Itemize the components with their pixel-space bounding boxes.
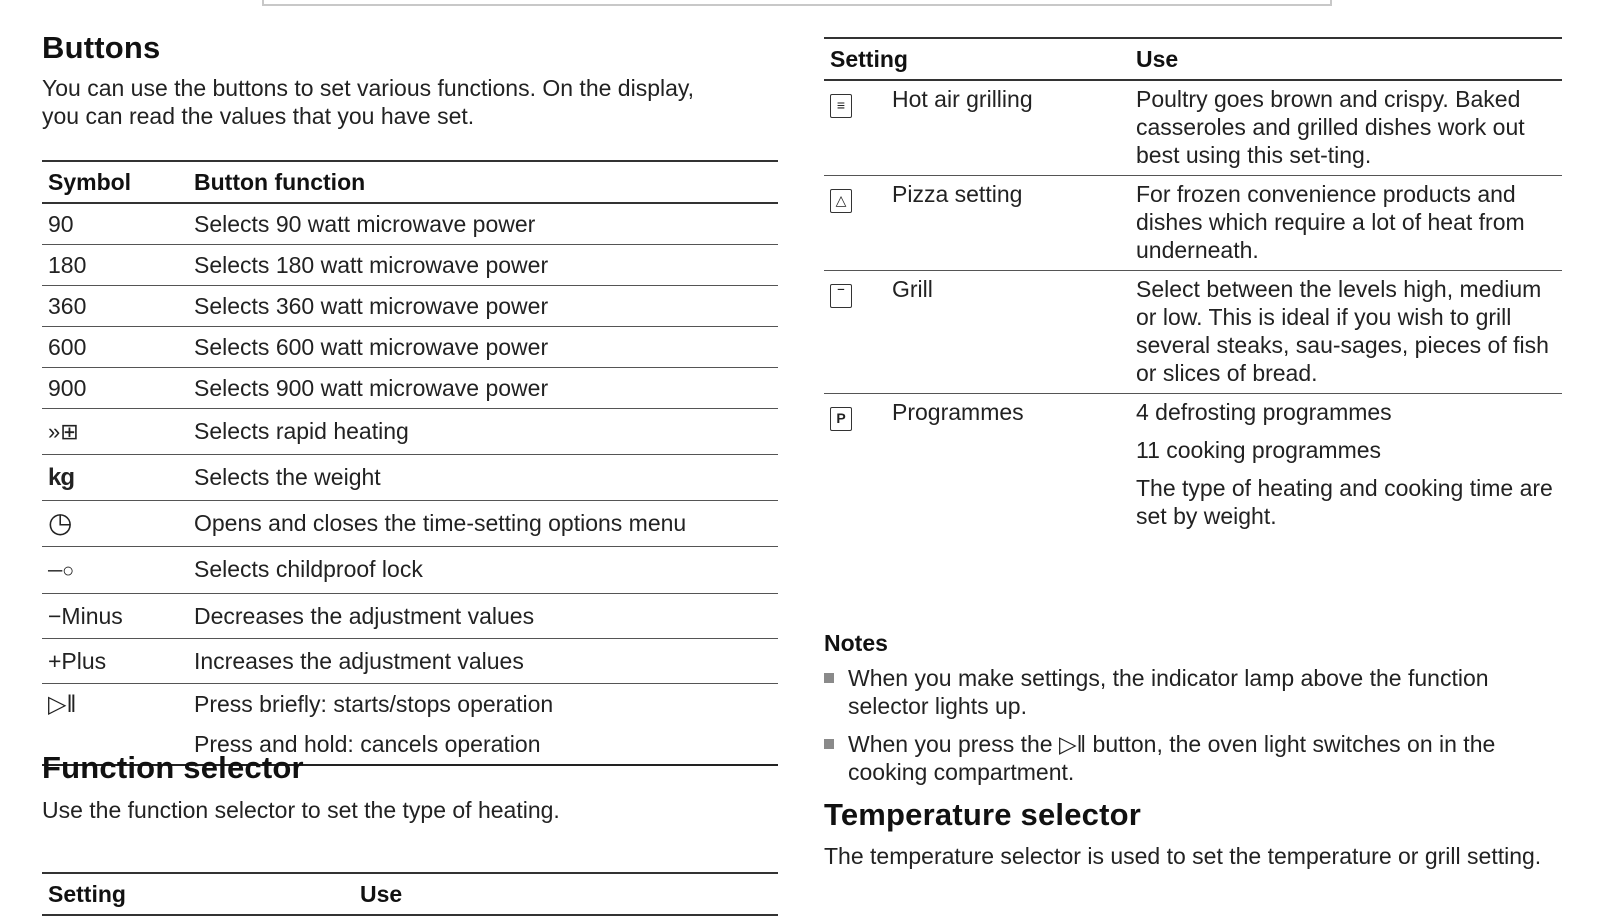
table-row [42,409,778,455]
col-use-header: Use [1130,38,1562,80]
setting-name: Programmes [892,399,1024,425]
setting-use: 4 defrosting programmes [1136,399,1392,425]
symbol-180: 180 [42,245,188,286]
col-symbol-header: Symbol [42,161,188,203]
col-setting-header: Setting [42,873,354,915]
table-row [42,501,778,547]
table-row [42,286,778,327]
table-row [42,547,778,594]
table-row [42,245,778,286]
key-lock-icon: ─○ [48,560,75,582]
note-item [824,664,1562,720]
function-text-2: Press and hold: cancels operation [194,731,541,757]
function-text: Selects 360 watt microwave power [188,286,778,327]
function-selector-intro: Use the function selector to set the type of heating. [42,797,560,823]
symbol-900: 900 [42,368,188,409]
function-text: Selects 90 watt microwave power [188,203,778,245]
note-item [824,730,1562,786]
notes-title: Notes [824,630,888,656]
rapid-heat-icon: »⊞ [48,419,79,444]
table-row [42,639,778,684]
table-row [824,271,1562,394]
symbol-plus: +Plus [42,639,188,684]
function-text: Decreases the adjustment values [188,594,778,639]
setting-name: Grill [886,271,1130,394]
setting-name: Hot air grilling [886,80,1130,176]
function-selector-heading: Function selector [42,750,304,785]
function-text: Selects the weight [188,455,778,501]
function-text: Selects 600 watt microwave power [188,327,778,368]
function-text: Press briefly: starts/stops operation [194,691,554,717]
table-row [42,594,778,639]
note-text: When you press the ▷‖ button, the oven light switches on in the cooking compartment. [848,731,1496,785]
bullet-icon [824,739,834,749]
table-row [42,368,778,409]
col-function-header: Button function [188,161,778,203]
settings-table [824,37,1562,546]
col-setting-header: Setting [824,38,1130,80]
setting-use: Poultry goes brown and crispy. Baked casseroles and grilled dishes work out best using this set-ting. [1130,80,1562,176]
buttons-intro: You can use the buttons to set various functions. On the display, you can read the values that you have set. [42,75,695,129]
top-frame [262,0,1332,6]
programmes-icon: P [830,407,852,431]
function-text: Selects childproof lock [188,547,778,594]
buttons-heading: Buttons [42,30,161,65]
function-text: Selects rapid heating [188,409,778,455]
weight-icon: kg [48,464,75,491]
grill-icon: ‾ [830,284,852,308]
function-text: Selects 900 watt microwave power [188,368,778,409]
clock-icon: ◷ [48,507,73,538]
function-text: Increases the adjustment values [188,639,778,684]
setting-use-3: The type of heating and cooking time are set by weight. [1136,475,1553,529]
temperature-selector-intro: The temperature selector is used to set the temperature or grill setting. [824,843,1542,869]
setting-use: For frozen convenience products and dishes which require a lot of heat from underneath. [1130,176,1562,271]
symbol-360: 360 [42,286,188,327]
symbol-90: 90 [42,203,188,245]
buttons-table [42,160,778,766]
symbol-600: 600 [42,327,188,368]
table-row [824,80,1562,176]
hot-air-grill-icon: ≡ [830,94,852,118]
pizza-icon: △ [830,189,852,213]
table-row [824,176,1562,271]
bullet-icon [824,673,834,683]
start-stop-icon: ▷‖ [48,691,77,718]
function-text: Selects 180 watt microwave power [188,245,778,286]
col-use-header: Use [354,873,778,915]
note-text: When you make settings, the indicator lamp above the function selector lights up. [848,665,1489,719]
function-selector-table [42,872,778,916]
table-row [42,327,778,368]
table-row [824,394,1562,547]
table-row [42,203,778,245]
function-text: Opens and closes the time-setting options menu [188,501,778,547]
temperature-selector-heading: Temperature selector [824,797,1141,832]
setting-use-2: 11 cooking programmes [1136,437,1382,463]
table-row [42,455,778,501]
symbol-minus: −Minus [42,594,188,639]
setting-name: Pizza setting [886,176,1130,271]
setting-use: Select between the levels high, medium or low. This is ideal if you wish to grill several steaks, sau-sages, pieces of fish or slices of bread. [1130,271,1562,394]
